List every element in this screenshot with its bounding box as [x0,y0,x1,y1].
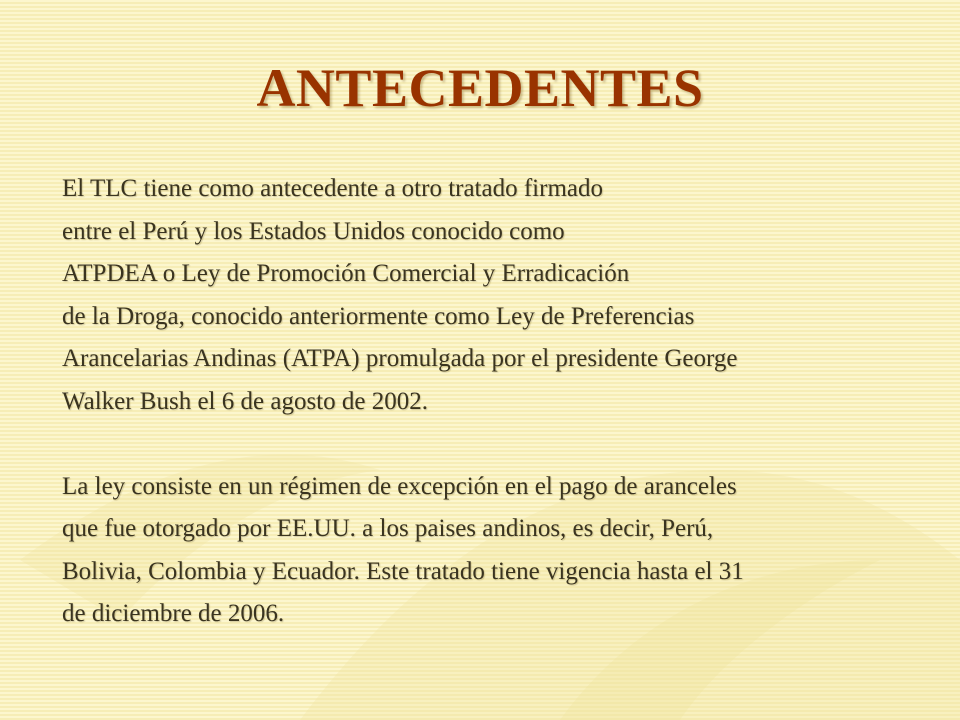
text-line: El TLC tiene como antecedente a otro tratado firmado [62,175,603,202]
slide-title: ANTECEDENTES [256,58,704,118]
text-line: de la Droga, conocido anteriormente como Ley de Preferencias [62,302,695,330]
paragraph-ley [62,466,942,636]
text-line: La ley consiste en un régimen de excepción en el pago de aranceles [62,472,737,500]
text-line: Arancelarias Andinas (ATPA) promulgada por el presidente George [62,345,738,372]
text-line: de diciembre de 2006. [62,600,285,627]
text-line: Walker Bush el 6 de agosto de 2002. [62,387,428,415]
paragraph-spacer [62,423,942,466]
text-line: que fue otorgado por EE.UU. a los paises andinos, es decir, Perú, [62,515,714,542]
text-line: entre el Perú y los Estados Unidos conocido como [62,217,565,245]
paragraph-antecedente [62,168,942,423]
text-line: Bolivia, Colombia y Ecuador. Este tratado tiene vigencia hasta el 31 [62,557,744,585]
slide-body [62,168,942,636]
text-line: ATPDEA o Ley de Promoción Comercial y Erradicación [62,260,630,287]
